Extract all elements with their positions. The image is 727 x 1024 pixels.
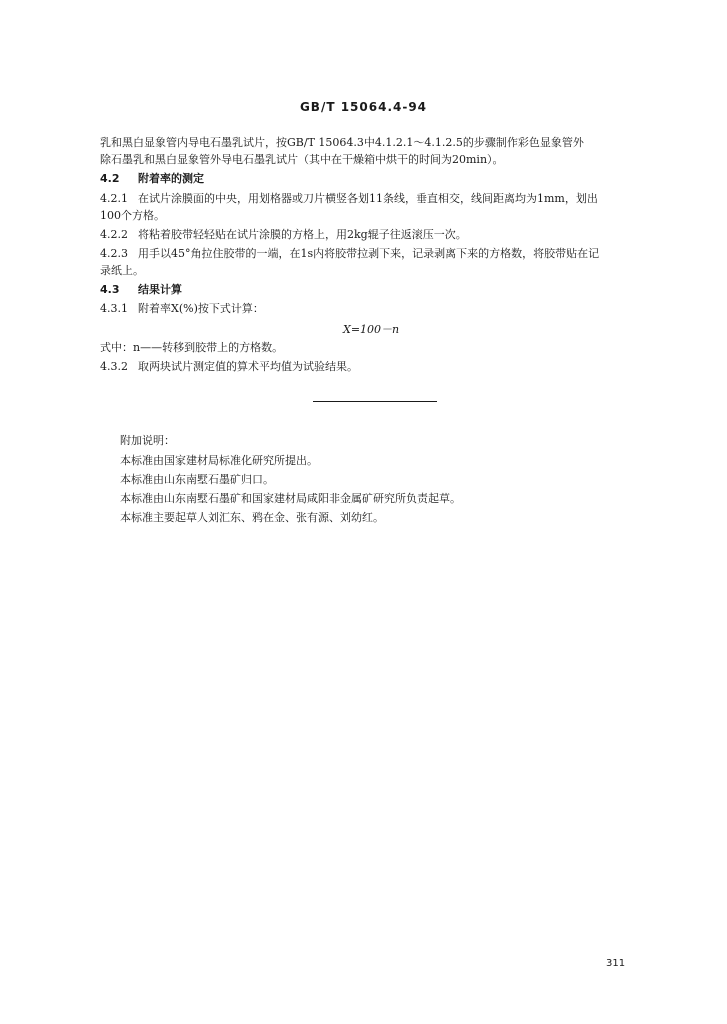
note-line-4: 本标准主要起草人刘汇东、鸦在金、张有源、刘幼红。 bbox=[120, 511, 384, 524]
clause-4-2-3-continued: 录纸上。 bbox=[100, 264, 144, 277]
standard-header: GB/T 15064.4-94 bbox=[299, 100, 428, 114]
section-4-3-heading bbox=[100, 282, 182, 298]
clause-number: 4.3.1 bbox=[100, 302, 128, 315]
clause-4-2-1 bbox=[100, 191, 598, 207]
clause-text: 附着率X(%)按下式计算： bbox=[138, 302, 264, 315]
formula-explanation: 式中：n——转移到胶带上的方格数。 bbox=[100, 341, 284, 354]
section-title: 附着率的测定 bbox=[138, 172, 204, 185]
note-line-1: 本标准由国家建材局标准化研究所提出。 bbox=[120, 454, 318, 467]
section-title: 结果计算 bbox=[138, 283, 182, 296]
clause-number: 4.2.3 bbox=[100, 247, 128, 260]
note-line-3: 本标准由山东南墅石墨矿和国家建材局咸阳非金属矿研究所负责起草。 bbox=[120, 492, 461, 505]
section-number: 4.3 bbox=[100, 283, 120, 296]
section-number: 4.2 bbox=[100, 172, 120, 185]
clause-4-3-2 bbox=[100, 359, 358, 375]
clause-text: 取两块试片测定值的算术平均值为试验结果。 bbox=[138, 360, 358, 373]
clause-4-2-1-continued: 100个方格。 bbox=[100, 209, 165, 222]
clause-number: 4.2.1 bbox=[100, 192, 128, 205]
clause-4-3-1 bbox=[100, 301, 264, 317]
additional-notes-heading: 附加说明： bbox=[120, 434, 175, 447]
clause-4-2-3 bbox=[100, 246, 599, 262]
clause-4-2-2 bbox=[100, 227, 467, 243]
intro-line-2: 除石墨乳和黑白显象管外导电石墨乳试片（其中在干燥箱中烘干的时间为20min）。 bbox=[100, 153, 504, 166]
clause-number: 4.2.2 bbox=[100, 228, 128, 241]
formula: X=100－n bbox=[343, 323, 400, 336]
clause-text: 在试片涂膜面的中央，用划格器或刀片横竖各划11条线，垂直相交，线间距离均为1mm，划出 bbox=[138, 192, 598, 205]
clause-text: 将粘着胶带轻轻贴在试片涂膜的方格上，用2kg辊子往返滚压一次。 bbox=[138, 228, 467, 241]
clause-text: 用手以45°角拉住胶带的一端，在1s内将胶带拉剥下来，记录剥离下来的方格数，将胶带贴在记 bbox=[138, 247, 600, 260]
note-line-2: 本标准由山东南墅石墨矿归口。 bbox=[120, 473, 274, 486]
section-divider bbox=[313, 401, 437, 402]
intro-line-1: 乳和黑白显象管内导电石墨乳试片，按GB/T 15064.3中4.1.2.1～4.1.2.5的步骤制作彩色显象管外 bbox=[100, 136, 584, 149]
section-4-2-heading bbox=[100, 171, 204, 187]
page-number: 311 bbox=[606, 958, 626, 969]
clause-number: 4.3.2 bbox=[100, 360, 128, 373]
